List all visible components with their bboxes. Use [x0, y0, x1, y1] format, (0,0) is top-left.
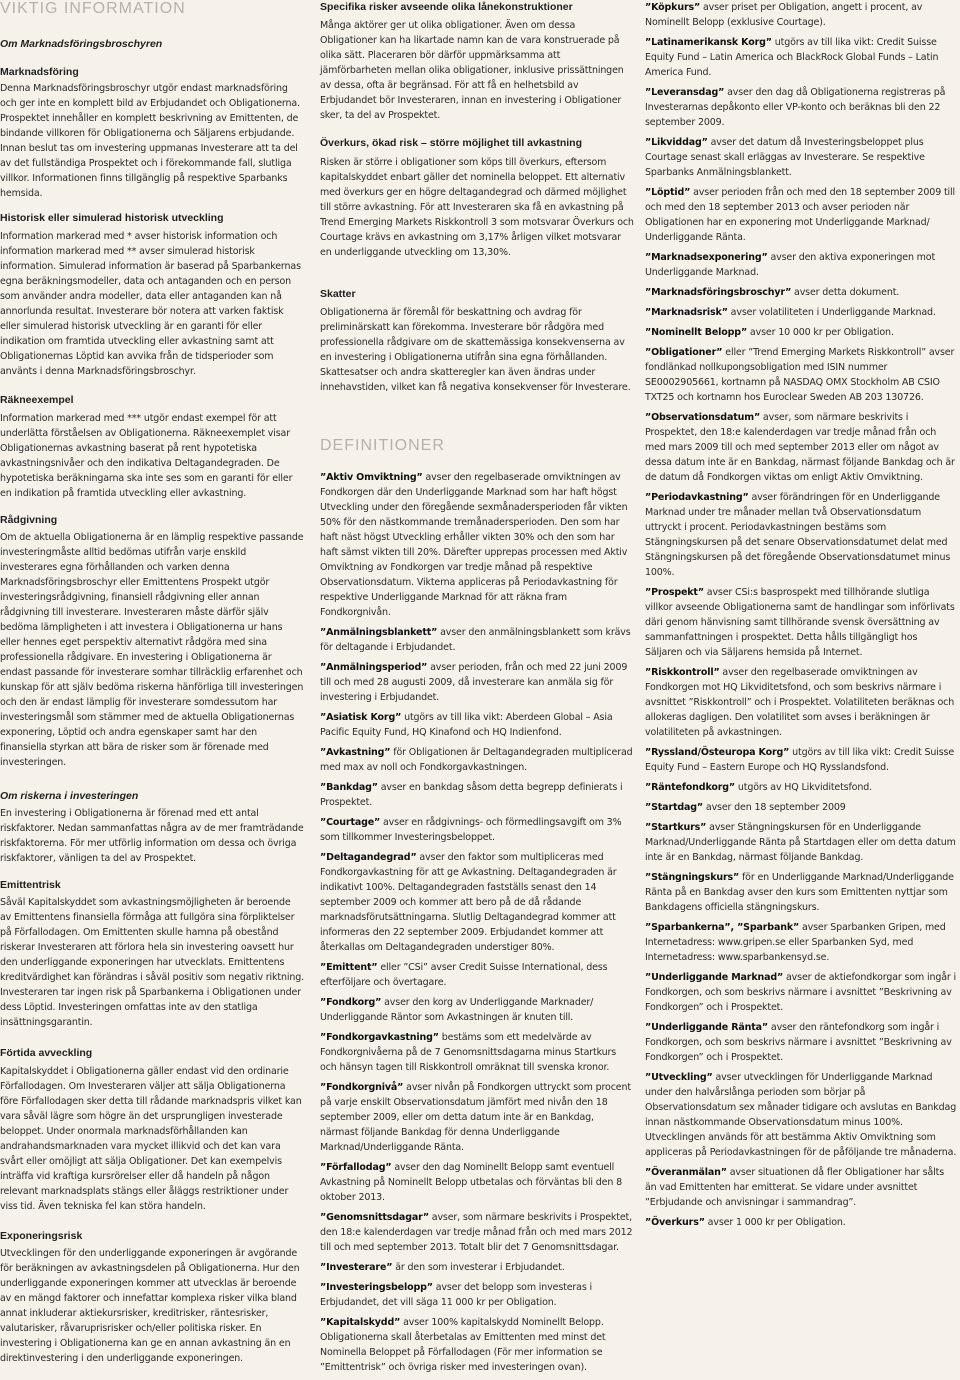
definition-text: för Obligationen är Deltagandegraden multiplicerad med max av noll och Fondkorgavkastningen. — [320, 747, 633, 773]
definition-term: ”Utveckling” — [645, 1072, 713, 1083]
definition-text: avser den korg av Underliggande Marknader/ Underliggande Räntor som Avkastningen är knuten till. — [320, 997, 594, 1023]
definition-item — [320, 1210, 634, 1255]
definition-text: avser den regelbaserade omviktningen av Fondkorgen mot HQ Likviditetsfond, och som beskrivs närmare i avsnittet ”Riskkontroll” och i Prospektet. Volatiliteten beräknas och allokeras dagligen. Den volatilitet som avses i beräkningen är volatiliteten på avkastningen. — [645, 667, 955, 738]
definition-item — [645, 800, 957, 815]
definition-item — [320, 995, 634, 1025]
definition-item — [645, 820, 957, 865]
definition-item — [645, 1020, 957, 1065]
section-text: Obligationerna är föremål för beskattning och avdrag för preliminärskatt kan förekomma. Investerare bör rådgöra med professionella rådgivare om de skattemässiga konsekvenserna av en investering i Obligationerna utifrån sina egna förhållanden. Skattesatser och andra skatteregler kan även ändras under innehavstiden, vilket kan få negativa konsekvenser för Investerare. — [320, 307, 631, 393]
definition-text: avser den 18 september 2009 — [703, 802, 846, 813]
definition-text: avser detta dokument. — [791, 287, 900, 298]
definition-text: avser 10 000 kr per Obligation. — [747, 327, 894, 338]
definition-item — [320, 1280, 634, 1310]
section-heading: Överkurs, ökad risk – större möjlighet till avkastning — [320, 137, 583, 149]
definition-term: ”Nominellt Belopp” — [645, 327, 748, 338]
definition-term: ”Stängningskurs” — [645, 872, 740, 883]
section-heading: Specifika risker avseende olika lånekonstruktioner — [320, 1, 573, 13]
definition-text: avser Stängningskursen för en Underliggande Marknad/Underliggande Ränta på Startdagen eller om detta datum inte är en Bankdag, närmast följande Bankdag. — [645, 822, 956, 863]
definition-term: ”Investeringsbelopp” — [320, 1282, 433, 1293]
definition-item — [645, 780, 957, 795]
definition-text: utgörs av till lika vikt: Credit Suisse Equity Fund – Latin America och BlackRock Global Funds – Latin America Fund. — [645, 37, 939, 78]
definition-text: avser den regelbaserade omviktningen av Fondkorgen där den Underliggande Marknad som har haft högst Utveckling under den föregående sexmånadersperioden får vikten 50% för den nästkommande tremånadersperioden. Den som har haft näst högst Utveckling erhåller vikten 30% och den som har haft sämst vikten till 20%. Därefter upprepas processen med Aktiv Omviktning av Fondkorgen var tredje månad på respektive Observationsdatum. Vikterna appliceras på Periodavkastning för respektive Underliggande Marknad för att räkna fram Fondkorgnivån. — [320, 472, 628, 618]
definition-term: ”Marknadsföringsbroschyr” — [645, 287, 792, 298]
definition-item — [645, 1165, 957, 1210]
definition-item — [645, 35, 957, 80]
definition-item — [645, 135, 957, 180]
definition-text: avser, som närmare beskrivits i Prospektet, den 18:e kalenderdagen var tredje månad från och med mars 2009 till och med september 2013 eller om något av dessa datum inte är en Bankdag, närmast följande Bankdag och är de datum då Fondkorgen viktas om enligt Aktiv Omviktning. — [645, 412, 955, 483]
section-text: Många aktörer ger ut olika obligationer. Även om dessa Obligationer kan ha likartade namn kan de vara konstruerade på olika sätt. Placeraren bör därför uppmärksamma att jämförbarheten mellan olika obligationer, inklusive prissättningen av dessa, ofta är begränsad. För att få en helhetsbild av Erbjudandet bör Investeraren, innan en investering i Obligationer sker, ta del av Prospektet. — [320, 20, 624, 121]
definition-text: avser en bankdag såsom detta begrepp definierats i Prospektet. — [320, 782, 623, 808]
risk-intro: En investering i Obligationerna är förenad med ett antal riskfaktorer. Nedan sammanfattas några av de mer framträdande riskfaktorerna. För mer utförlig information om dessa och övriga riskfaktorer, vänligen ta del av Prospektet. — [0, 808, 304, 864]
definition-term: ”Investerare” — [320, 1262, 393, 1273]
definition-text: avser förändringen för en Underliggande Marknad under tre månader mellan två Observationsdatum uttryckt i procent. Periodavkastningen bestäms som Stängningskursen på det senare Observationsdatumet delat med Stängningskursen på det föregående Observationsdatumet minus 100%. — [645, 492, 951, 578]
definition-term: ”Riskkontroll” — [645, 667, 720, 678]
definition-term: ”Asiatisk Korg” — [320, 712, 402, 723]
definition-term: ”Anmälningsblankett” — [320, 627, 438, 638]
section-text: Såväl Kapitalskyddet som avkastningsmöjligheten är beroende av Emittentens finansiella förmåga att fullgöra sina förpliktelser på Förfallodagen. Om Emittenten skulle hamna på obestånd riskerar Investeraren att förlora hela sin investering oavsett hur den underliggande exponeringen har utvecklats. Emittentens kreditvärdighet kan förändras i såväl positiv som negativ riktning. Investeraren tar ingen risk på Sparbankerna i Obligationen under dess Löptid. Investeringen omfattas inte av den statliga insättningsgarantin. — [0, 897, 304, 1028]
section-heading: Exponeringsrisk — [0, 1230, 83, 1242]
definition-item — [645, 585, 957, 660]
definition-term: ”Underliggande Marknad” — [645, 972, 784, 983]
definition-text: avser det datum då Investeringsbeloppet plus Courtage senast skall erläggas av Investerare. Se respektive Sparbanks Anmälningsblankett. — [645, 137, 925, 178]
definition-term: ”Courtage” — [320, 817, 381, 828]
definition-term: ”Startkurs” — [645, 822, 707, 833]
definition-term: ”Prospekt” — [645, 587, 704, 598]
definition-text: avser priset per Obligation, angett i procent, av Nominellt Belopp (exklusive Courtage). — [645, 2, 923, 28]
definition-term: ”Kapitalskydd” — [320, 1317, 401, 1328]
section-text: Information markerad med * avser historisk information och information markerad med ** avser simulerad historisk information. Simulerad information är baserad på Sparbankernas egna beräkningsmodeller, data och antaganden och en person som använder andra modeller, data eller antaganden kan nå annorlunda resultat. Investerare bör notera att varken faktisk eller simulerad historisk utveckling är en garanti för eller indikation om framtida utveckling eller avkastning samt att Obligationernas Löptid kan avvika från de tidsperioder som använts i denna Marknadsföringsbroschyr. — [0, 231, 301, 377]
definition-item — [320, 745, 634, 775]
definition-text: avser den dag Nominellt Belopp samt eventuell Avkastning på Nominellt Belopp utbetalas och förväntas bli den 8 oktober 2013. — [320, 1162, 622, 1203]
definition-term: ”Marknadsexponering” — [645, 252, 768, 263]
section-text: Denna Marknadsföringsbroschyr utgör endast marknadsföring och ger inte en komplett bild av Erbjudandet och Obligationerna. Prospektet innehåller en komplett beskrivning av Emittenten, de bindande villkoren för Obligationerna och Säljarens erbjudande. Innan beslut tas om investering uppmanas Investerare att ta del av det fullständiga Prospektet och i förekommande fall, slutliga villkor. Informationen finns tillgänglig på respektive Sparbanks hemsida. — [0, 83, 300, 199]
definition-text: avser 100% kapitalskydd Nominellt Belopp. Obligationerna skall återbetalas av Emittenten med minst det Nominella Beloppet på Förfallodagen (För mer information se ”Emittentrisk” och övriga risker med investeringen ovan). — [320, 1317, 606, 1373]
definition-item — [320, 1030, 634, 1075]
definition-item — [645, 745, 957, 775]
section-heading: Skatter — [320, 288, 356, 300]
definition-item — [645, 345, 957, 405]
section-heading: Marknadsföring — [0, 66, 79, 78]
definition-text: avser situationen då fler Obligationer har sålts än vad Emittenten har emitterat. Se vidare under avsnittet ”Erbjudande och anvisningar i sammandrag”. — [645, 1167, 945, 1208]
definition-text: avser 1 000 kr per Obligation. — [704, 1217, 846, 1228]
definition-item — [645, 920, 957, 965]
definition-term: ”Förfallodag” — [320, 1162, 392, 1173]
definition-text: avser, som närmare beskrivits i Prospektet, den 18:e kalenderdagen var tredje månad från och med mars 2012 till och med september 2013. Totalt blir det 7 Genomsnittsdagar. — [320, 1212, 633, 1253]
definition-text: avser den anmälningsblankett som krävs för deltagande i Erbjudandet. — [320, 627, 631, 653]
definition-text: avser CSi:s basprospekt med tillhörande slutliga villkor avseende Obligationerna samt de handlingar som införlivats däri genom hänvisning samt tillhörande svensk översättning av sammanfattningen i prospektet. Detta hålls tillgängligt hos Säljaren och via Säljarens hemsida på Internet. — [645, 587, 955, 658]
definition-text: är den som investerar i Erbjudandet. — [392, 1262, 565, 1273]
definition-term: ”Fondkorg” — [320, 997, 382, 1008]
section-heading: Förtida avveckling — [0, 1047, 93, 1059]
definition-term: ”Överanmälan” — [645, 1167, 727, 1178]
definition-term: ”Emittent” — [320, 962, 378, 973]
definition-text: avser Sparbanken Gripen, med Internetadress: www.gripen.se eller Sparbanken Syd, med Internetadress: www.sparbankensyd.se. — [645, 922, 946, 963]
definition-item — [645, 0, 957, 30]
definition-term: ”Överkurs” — [645, 1217, 705, 1228]
definition-item — [645, 870, 957, 915]
definition-text: avser volatiliteten i Underliggande Marknad. — [727, 307, 936, 318]
definition-text: utgörs av till lika vikt: Aberdeen Global – Asia Pacific Equity Fund, HQ Kinafond och HQ Indienfond. — [320, 712, 613, 738]
definition-item — [320, 1080, 634, 1155]
definition-item — [320, 625, 634, 655]
definition-term: ”Köpkurs” — [645, 2, 701, 13]
definition-text: avser perioden, från och med 22 juni 2009 till och med 28 augusti 2009, då investerare kan anmäla sig för investering i Erbjudandet. — [320, 662, 628, 703]
definition-item — [645, 305, 957, 320]
definition-text: eller ”Trend Emerging Markets Riskkontroll” avser fondlänkad nollkupongsobligation med ISIN nummer SE0002905661, kortnamn på NASDAQ OMX Stockholm AB CSIO TXT25 och kortnamn hos Euroclear Sweden AB 203 130726. — [645, 347, 955, 403]
definition-item — [320, 960, 634, 990]
section-text: Om de aktuella Obligationerna är en lämplig respektive passande investeringmåste alltid bedömas utifrån varje enskild investerares egna förhållanden och varken denna Marknadsföringsbroschyr eller Emittentens Prospekt utgör investeringsrådgivning, finansiell rådgivning eller annan rådgivning till investerare. Investeraren måste därför själv bedöma lämpligheten i att investera i Obligationerna ur hans eller hennes eget perspektiv alternativt rådgöra med sina professionella rådgivare. En investering i Obligationerna är endast passande för investerare somhar tillräcklig erfarenhet och kunskap för att själv bedöma riskerna hänförliga till investeringen och den är endast lämplig för investerare somdessutom har investeringsmål som stämmer med de aktuella Obligationernas exponering, Löptid och andra egenskaper samt har den finansiella styrkan att bära de risker som är förenade med investeringen. — [0, 532, 304, 768]
definition-text: avser det belopp som investeras i Erbjudandet, det vill säga 11 000 kr per Obligation. — [320, 1282, 592, 1308]
definition-term: ”Räntefondkorg” — [645, 782, 736, 793]
definition-term: ”Marknadsrisk” — [645, 307, 728, 318]
definition-term: ”Bankdag” — [320, 782, 378, 793]
definition-term: ”Startdag” — [645, 802, 704, 813]
definition-term: ”Genomsnittsdagar” — [320, 1212, 429, 1223]
definition-text: för en Underliggande Marknad/Underliggande Ränta på en Bankdag avser den kurs som Emittenten nyttjar som Bankdagens officiella stängningskurs. — [645, 872, 954, 913]
definition-item — [645, 185, 957, 245]
definition-term: ”Aktiv Omviktning” — [320, 472, 423, 483]
definition-text: avser en rådgivnings- och förmedlingsavgift om 3% som tillkommer Investeringsbeloppet. — [320, 817, 622, 843]
definition-term: ”Obligationer” — [645, 347, 723, 358]
section-heading: Historisk eller simulerad historisk utveckling — [0, 212, 224, 224]
definition-term: ”Deltagandegrad” — [320, 852, 417, 863]
definition-item — [645, 285, 957, 300]
definition-text: eller ”CSi” avser Credit Suisse International, dess efterföljare och övertagare. — [320, 962, 608, 988]
section-text: Risken är större i obligationer som köps till överkurs, eftersom kapitalskyddet enbart gäller det nominella beloppet. Ett alternativ med överkurs ger en högre deltagandegrad och därmed möjlighet till större avkastning. För att Investeraren ska få en avkastning på Trend Emerging Markets Riskkontroll 3 som motsvarar Överkurs och Courtage krävs en avkastning om 3,17% årligen vilket motsvarar en underliggande utveckling om 13,30%. — [320, 157, 634, 258]
definition-text: avser den dag då Obligationerna registreras på Investerarnas depåkonto eller VP-konto och beräknas bli den 22 september 2009. — [645, 87, 946, 128]
definition-item — [320, 660, 634, 705]
definition-term: ”Observationsdatum” — [645, 412, 761, 423]
definition-item — [320, 850, 634, 955]
definition-text: bestäms som ett medelvärde av Fondkorgnivåerna på de 7 Genomsnittsdagarna minus Startkurs och hänsyn tagen till Riskkontroll omräknat till svenska kronor. — [320, 1032, 617, 1073]
section-heading: Räkneexempel — [0, 394, 74, 406]
definition-item — [645, 490, 957, 580]
definition-term: ”Periodavkastning” — [645, 492, 749, 503]
definition-text: avser utvecklingen för Underliggande Marknad under den halvårslånga perioden som börjar på Observationsdatum sex månader tidigare och avslutas en Bankdag innan nästkommande Observationsdatum minus 100%. Utvecklingen används för att bestämma Aktiv Omviktning som appliceras på Periodavkastningen för de påföljande tre månaderna. — [645, 1072, 957, 1158]
definition-text: avser perioden från och med den 18 september 2009 till och med den 18 september 2013 och avser perioden när Obligationen har en exponering mot Underliggande Marknad/ Underliggande Ränta. — [645, 187, 955, 243]
definition-text: utgörs av HQ Likviditetsfond. — [735, 782, 872, 793]
section-text: Utvecklingen för den underliggande exponeringen är avgörande för beräkningen av avkastningsdelen på Obligationerna. Hur den underliggande exponeringen kommer att utvecklas är beroende av en mängd faktorer och innefattar komplexa risker vilka bland annat inkluderar aktiekursrisker, kreditrisker, räntesrisker, valutarisker, råvaruprisrisker och/eller politiska risker. En investering i Obligationerna kan ge en annan avkastning än en direktinvestering i den underliggande exponeringen. — [0, 1248, 300, 1364]
definition-term: ”Fondkorgavkastning” — [320, 1032, 439, 1043]
definition-term: ”Latinamerikansk Korg” — [645, 37, 772, 48]
definition-term: ”Sparbankerna”, ”Sparbank” — [645, 922, 800, 933]
definition-item — [645, 325, 957, 340]
definition-item — [320, 470, 634, 620]
section-text: Information markerad med *** utgör endast exempel för att underlätta förståelsen av Obligationerna. Räkneexemplet visar Obligationernas avkastning baserat på rent hypotetiska avkastningsnivåer och den indikativa Deltagandegraden. De hypotetiska beräkningarna ska inte ses som en garanti för eller en indikation på framtida utveckling eller avkastning. — [0, 413, 293, 499]
definition-item — [320, 1315, 634, 1375]
definition-text: avser nivån på Fondkorgen uttryckt som procent på varje enskilt Observationsdatum jämfört med nivån den 18 september 2009, eller om detta datum inte är en Bankdag, närmast följande Bankdag för denna Underliggande Marknad/Underliggande Ränta. — [320, 1082, 631, 1153]
definition-item — [320, 1160, 634, 1205]
definition-item — [320, 780, 634, 810]
definition-text: avser den aktiva exponeringen mot Underliggande Marknad. — [645, 252, 936, 278]
definitions-list — [645, 0, 957, 1235]
section-subtitle: Om Marknadsföringsbroschyren — [0, 38, 163, 50]
definition-term: ”Löptid” — [645, 187, 691, 198]
definition-item — [320, 815, 634, 845]
definition-text: avser den faktor som multipliceras med Fondkorgavkastning för att ge Avkastning. Deltagandegraden är indikativt 100%. Deltagandegraden fastställs senast den 14 september 2009 och kommer att bero på de då rådande marknadsförutsättningarna. Slutlig Deltagandegrad kommer att informeras den 22 september 2009. Erbjudandet kommer att återkallas om Deltagandegraden understiger 80%. — [320, 852, 617, 953]
risk-subtitle: Om riskerna i investeringen — [0, 790, 139, 802]
definition-term: ”Fondkorgnivå” — [320, 1082, 404, 1093]
section-heading: Emittentrisk — [0, 879, 61, 891]
definition-item — [645, 665, 957, 740]
definition-text: utgörs av till lika vikt: Credit Suisse Equity Fund – Eastern Europe och HQ Rysslandsfond. — [645, 747, 955, 773]
definitions-list — [320, 470, 634, 1380]
definition-text: avser de aktiefondkorgar som ingår i Fondkorgen, och som beskrivs närmare i avsnittet ”Beskrivning av Fondkorgen” och i Prospektet. — [645, 972, 956, 1013]
definition-item — [645, 1070, 957, 1160]
section-heading: Rådgivning — [0, 514, 58, 526]
definition-item — [320, 710, 634, 740]
definition-item — [320, 1260, 634, 1275]
definition-item — [645, 85, 957, 130]
definition-item — [645, 250, 957, 280]
definition-item — [645, 410, 957, 485]
definition-term: ”Avkastning” — [320, 747, 391, 758]
definition-term: ”Likviddag” — [645, 137, 708, 148]
section-text: Kapitalskyddet i Obligationerna gäller endast vid den ordinarie Förfallodagen. Om Investeraren väljer att sälja Obligationerna före Förfallodagen sker detta till rådande marknadspris vilket kan vara såväl lägre som högre än det ursprungligen investerade beloppet. Under onormala marknadsförhållanden kan andrahandsmarknaden vara mycket illikvid och det kan vara svårt eller omöjligt att sälja Obligationer. Det kan exempelvis inträffa vid kraftiga kursrörelser eller då handeln på någon relevant marknadsplats stängs eller åläggs restriktioner under viss tid. Även tekniska fel kan störa handeln. — [0, 1066, 302, 1212]
definition-term: ”Underliggande Ränta” — [645, 1022, 769, 1033]
definition-term: ”Anmälningsperiod” — [320, 662, 428, 673]
definition-term: ”Ryssland/Östeuropa Korg” — [645, 747, 790, 758]
definition-item — [645, 1215, 957, 1230]
definition-text: avser den räntefondkorg som ingår i Fondkorgen, och som beskrivs närmare i avsnittet ”Beskrivning av Fondkorgen” och i Prospektet. — [645, 1022, 952, 1063]
definitions-title: DEFINITIONER — [320, 437, 445, 454]
definition-item — [645, 970, 957, 1015]
definition-term: ”Leveransdag” — [645, 87, 725, 98]
page-title: VIKTIG INFORMATION — [0, 0, 186, 17]
